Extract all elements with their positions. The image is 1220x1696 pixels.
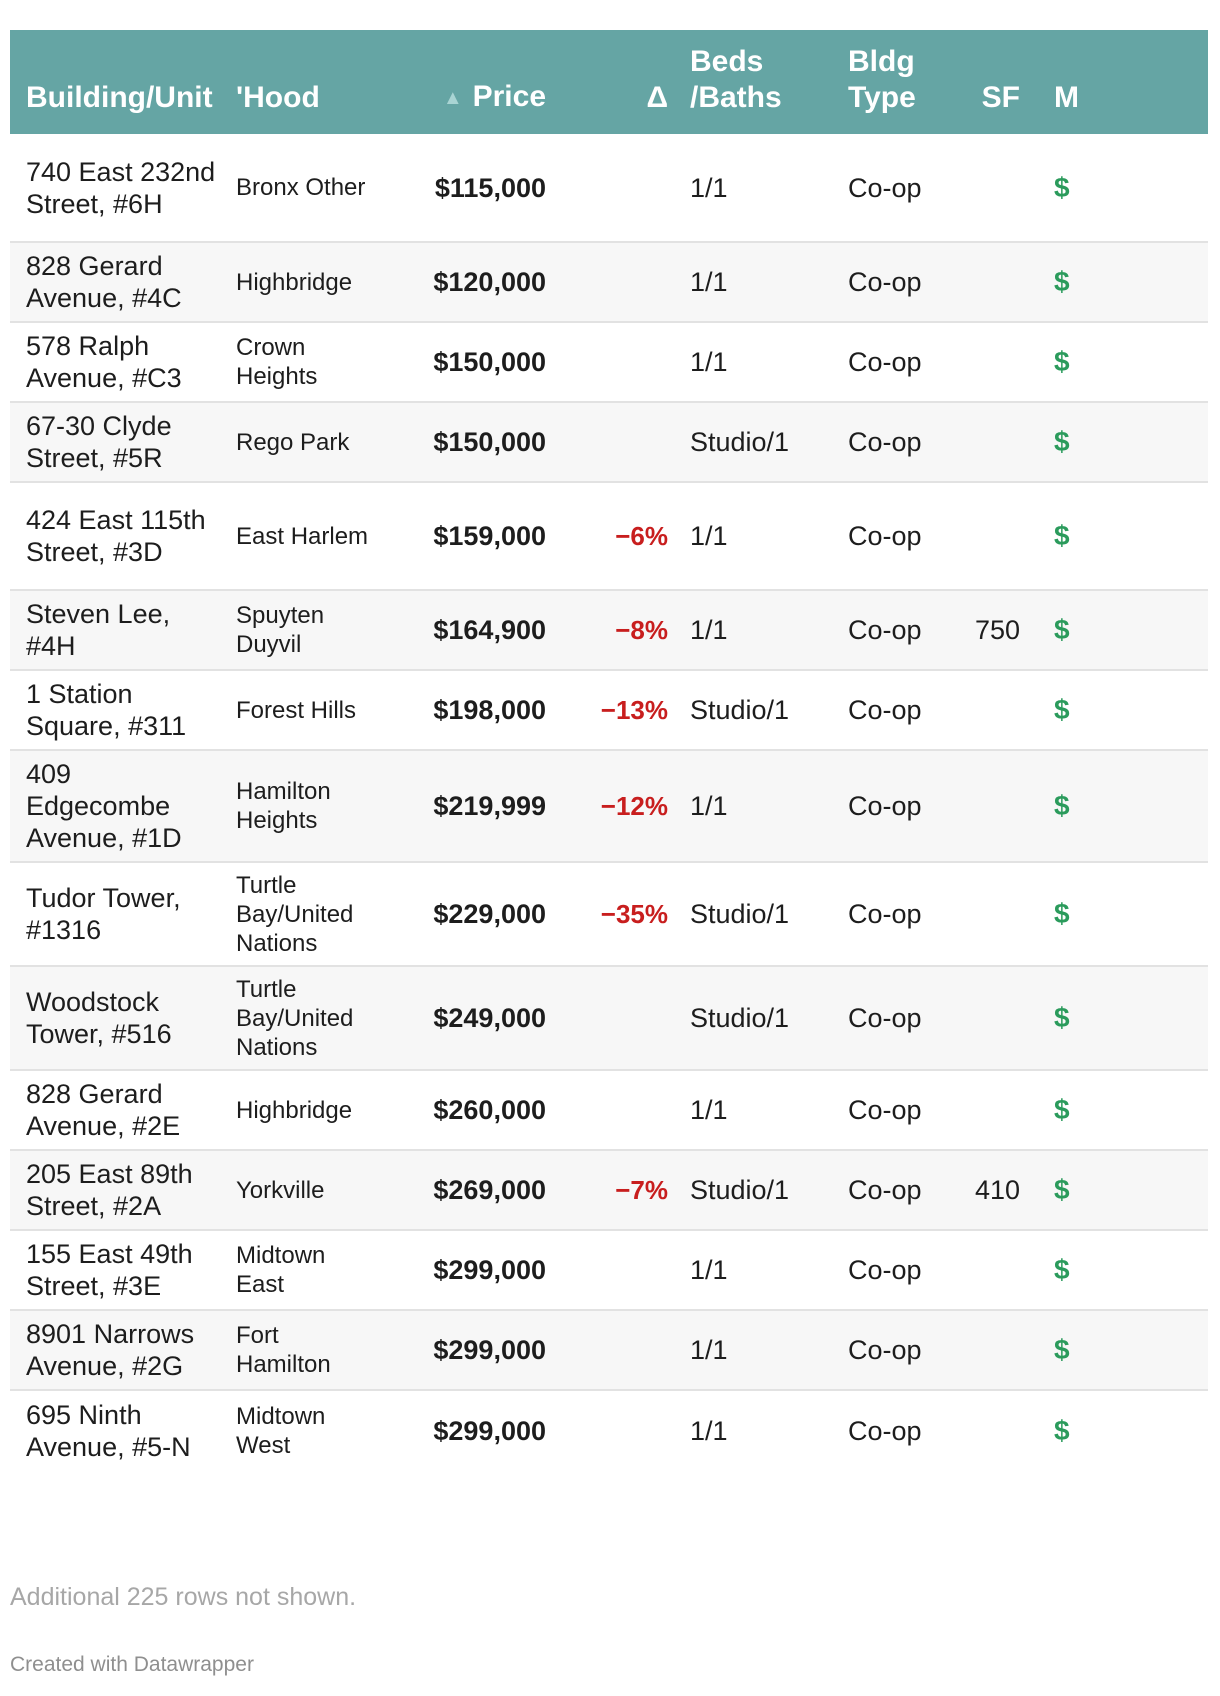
cell-building: 424 East 115th Street, #3D bbox=[26, 505, 206, 567]
cell-change: −6% bbox=[615, 521, 668, 551]
cell-next: $ bbox=[1054, 1254, 1070, 1285]
table-row bbox=[10, 966, 1208, 1070]
cell-building: Woodstock Tower, #516 bbox=[26, 987, 172, 1049]
cell-sf bbox=[944, 966, 1054, 1070]
cell-change bbox=[568, 1070, 690, 1150]
cell-hood: Fort Hamilton bbox=[236, 1322, 331, 1378]
cell-hood: Turtle Bay/United Nations bbox=[236, 871, 354, 957]
header-row bbox=[10, 30, 1208, 134]
column-header-beds-baths[interactable] bbox=[690, 30, 848, 134]
cell-price: $269,000 bbox=[433, 1175, 546, 1205]
cell-bldg-type: Co-op bbox=[848, 791, 922, 821]
cell-building: Tudor Tower, #1316 bbox=[26, 883, 181, 945]
cell-price: $164,900 bbox=[433, 615, 546, 645]
cell-building: 695 Ninth Avenue, #5-N bbox=[26, 1399, 191, 1462]
table-row bbox=[10, 402, 1208, 482]
cell-hood: Yorkville bbox=[236, 1176, 325, 1204]
column-header-change[interactable] bbox=[568, 30, 690, 134]
table-row bbox=[10, 590, 1208, 670]
cell-next: $ bbox=[1054, 1174, 1070, 1205]
cell-bldg-type: Co-op bbox=[848, 695, 922, 725]
cell-next: $ bbox=[1054, 266, 1070, 297]
column-header-next[interactable] bbox=[1054, 30, 1208, 134]
cell-bldg-type: Co-op bbox=[848, 1255, 922, 1285]
cell-next: $ bbox=[1054, 346, 1070, 377]
cell-next: $ bbox=[1054, 426, 1070, 457]
column-header-change-label: Δ bbox=[646, 81, 668, 114]
cell-hood: Rego Park bbox=[236, 428, 350, 456]
table-header bbox=[10, 30, 1208, 134]
cell-change bbox=[568, 1230, 690, 1310]
cell-hood: East Harlem bbox=[236, 522, 369, 550]
cell-building: Steven Lee, #4H bbox=[26, 599, 171, 661]
cell-price: $159,000 bbox=[433, 521, 546, 551]
table-row bbox=[10, 242, 1208, 322]
cell-bldg-type: Co-op bbox=[848, 1335, 922, 1365]
column-header-sf[interactable] bbox=[944, 30, 1054, 134]
cell-change bbox=[568, 966, 690, 1070]
cell-next: $ bbox=[1054, 1334, 1070, 1365]
cell-building: 828 Gerard Avenue, #4C bbox=[26, 251, 182, 313]
table-row bbox=[10, 862, 1208, 966]
cell-building: 740 East 232nd Street, #6H bbox=[26, 156, 216, 219]
table-row bbox=[10, 482, 1208, 590]
cell-building: 205 East 89th Street, #2A bbox=[26, 1159, 193, 1221]
cell-price: $299,000 bbox=[433, 1255, 546, 1285]
cell-price: $260,000 bbox=[433, 1095, 546, 1125]
column-header-building[interactable] bbox=[10, 30, 236, 134]
cell-beds-baths: Studio/1 bbox=[690, 695, 790, 725]
cell-building: 155 East 49th Street, #3E bbox=[26, 1239, 193, 1301]
table-row bbox=[10, 134, 1208, 242]
cell-change bbox=[568, 134, 690, 242]
table-row bbox=[10, 1070, 1208, 1150]
cell-bldg-type: Co-op bbox=[848, 267, 922, 297]
cell-building: 828 Gerard Avenue, #2E bbox=[26, 1079, 181, 1141]
cell-next: $ bbox=[1054, 614, 1070, 645]
cell-beds-baths: Studio/1 bbox=[690, 899, 790, 929]
cell-price: $299,000 bbox=[433, 1335, 546, 1365]
cell-building: 67-30 Clyde Street, #5R bbox=[26, 411, 172, 473]
cell-bldg-type: Co-op bbox=[848, 427, 922, 457]
cell-change: −13% bbox=[600, 695, 668, 725]
sort-ascending-icon: ▲ bbox=[442, 87, 463, 109]
column-header-sf-label: SF bbox=[981, 81, 1020, 114]
table-row bbox=[10, 1310, 1208, 1390]
cell-beds-baths: Studio/1 bbox=[690, 1175, 790, 1205]
cell-building: 578 Ralph Avenue, #C3 bbox=[26, 331, 182, 393]
cell-beds-baths: 1/1 bbox=[690, 267, 728, 297]
cell-sf bbox=[944, 402, 1054, 482]
cell-price: $150,000 bbox=[433, 427, 546, 457]
cell-price: $150,000 bbox=[433, 347, 546, 377]
cell-hood: Hamilton Heights bbox=[236, 778, 331, 834]
cell-change: −12% bbox=[600, 791, 668, 821]
cell-sf bbox=[944, 1230, 1054, 1310]
column-header-price-label: Price bbox=[472, 80, 546, 113]
cell-sf: 410 bbox=[974, 1175, 1020, 1205]
cell-bldg-type: Co-op bbox=[848, 1095, 922, 1125]
cell-beds-baths: 1/1 bbox=[690, 1255, 728, 1285]
cell-price: $198,000 bbox=[433, 695, 546, 725]
column-header-beds-label: Beds bbox=[690, 45, 764, 78]
cell-building: 1 Station Square, #311 bbox=[26, 679, 187, 741]
cell-bldg-type: Co-op bbox=[848, 615, 922, 645]
cell-hood: Spuyten Duyvil bbox=[236, 602, 325, 658]
cell-sf bbox=[944, 482, 1054, 590]
column-header-hood-label: 'Hood bbox=[236, 81, 320, 114]
datawrapper-credit[interactable]: Created with Datawrapper bbox=[10, 1653, 254, 1676]
cell-price: $229,000 bbox=[433, 899, 546, 929]
cell-beds-baths: 1/1 bbox=[690, 521, 728, 551]
cell-beds-baths: 1/1 bbox=[690, 172, 728, 203]
cell-next: $ bbox=[1054, 898, 1070, 929]
cell-bldg-type: Co-op bbox=[848, 1415, 922, 1446]
cell-sf bbox=[944, 862, 1054, 966]
cell-next: $ bbox=[1054, 790, 1070, 821]
cell-price: $249,000 bbox=[433, 1003, 546, 1033]
cell-price: $115,000 bbox=[434, 172, 546, 203]
cell-change: −8% bbox=[615, 615, 668, 645]
cell-beds-baths: 1/1 bbox=[690, 1415, 728, 1446]
cell-hood: Bronx Other bbox=[236, 174, 366, 201]
column-header-type-label: Type bbox=[848, 81, 916, 114]
cell-hood: Crown Heights bbox=[236, 334, 318, 390]
cell-next: $ bbox=[1054, 694, 1070, 725]
cell-next: $ bbox=[1054, 1414, 1070, 1446]
column-header-bldg-type[interactable] bbox=[848, 30, 944, 134]
cell-bldg-type: Co-op bbox=[848, 1003, 922, 1033]
cell-next: $ bbox=[1054, 1094, 1070, 1125]
column-header-bldg-label: Bldg bbox=[848, 45, 915, 78]
cell-building: 8901 Narrows Avenue, #2G bbox=[26, 1319, 195, 1381]
listings-table bbox=[10, 30, 1208, 1470]
column-header-price[interactable] bbox=[388, 30, 568, 134]
cell-bldg-type: Co-op bbox=[848, 521, 922, 551]
cell-sf bbox=[944, 750, 1054, 862]
cell-building: 409 Edgecombe Avenue, #1D bbox=[26, 759, 182, 853]
cell-change bbox=[568, 322, 690, 402]
cell-hood: Midtown East bbox=[236, 1242, 326, 1298]
cell-change bbox=[568, 1310, 690, 1390]
cell-sf bbox=[944, 242, 1054, 322]
cell-price: $219,999 bbox=[433, 791, 546, 821]
cell-sf bbox=[944, 134, 1054, 242]
listings-table-container bbox=[10, 30, 1208, 1470]
column-header-baths-label: /Baths bbox=[690, 81, 782, 114]
table-row bbox=[10, 1230, 1208, 1310]
cell-change bbox=[568, 402, 690, 482]
cell-beds-baths: Studio/1 bbox=[690, 427, 790, 457]
cell-change: −35% bbox=[600, 899, 668, 929]
cell-bldg-type: Co-op bbox=[848, 347, 922, 377]
table-body bbox=[10, 134, 1208, 1470]
cell-sf bbox=[944, 1390, 1054, 1470]
cell-price: $299,000 bbox=[433, 1415, 546, 1446]
cell-hood: Forest Hills bbox=[236, 696, 357, 724]
cell-sf bbox=[944, 322, 1054, 402]
cell-bldg-type: Co-op bbox=[848, 1175, 922, 1205]
cell-sf: 750 bbox=[974, 615, 1020, 645]
cell-beds-baths: 1/1 bbox=[690, 347, 728, 377]
rows-not-shown-note: Additional 225 rows not shown. bbox=[10, 1583, 357, 1611]
cell-next: $ bbox=[1054, 520, 1070, 551]
cell-change: −7% bbox=[615, 1175, 668, 1205]
cell-beds-baths: 1/1 bbox=[690, 791, 728, 821]
cell-beds-baths: 1/1 bbox=[690, 615, 728, 645]
cell-sf bbox=[944, 1070, 1054, 1150]
cell-hood: Highbridge bbox=[236, 1096, 353, 1124]
table-row bbox=[10, 1390, 1208, 1470]
column-header-next-label: M bbox=[1054, 81, 1079, 114]
cell-sf bbox=[944, 1310, 1054, 1390]
column-header-hood[interactable] bbox=[236, 30, 388, 134]
cell-beds-baths: 1/1 bbox=[690, 1335, 728, 1365]
cell-bldg-type: Co-op bbox=[848, 899, 922, 929]
table-row bbox=[10, 322, 1208, 402]
cell-change bbox=[568, 1390, 690, 1470]
cell-beds-baths: Studio/1 bbox=[690, 1003, 790, 1033]
table-row bbox=[10, 750, 1208, 862]
cell-next: $ bbox=[1054, 171, 1070, 203]
cell-change bbox=[568, 242, 690, 322]
cell-beds-baths: 1/1 bbox=[690, 1095, 728, 1125]
column-header-building-label: Building/Unit bbox=[26, 81, 213, 114]
cell-sf bbox=[944, 670, 1054, 750]
cell-next: $ bbox=[1054, 1002, 1070, 1033]
cell-hood: Highbridge bbox=[236, 268, 353, 296]
cell-hood: Midtown West bbox=[236, 1402, 326, 1459]
cell-price: $120,000 bbox=[433, 267, 546, 297]
cell-bldg-type: Co-op bbox=[848, 172, 922, 203]
table-row bbox=[10, 670, 1208, 750]
cell-hood: Turtle Bay/United Nations bbox=[236, 975, 354, 1061]
table-row bbox=[10, 1150, 1208, 1230]
